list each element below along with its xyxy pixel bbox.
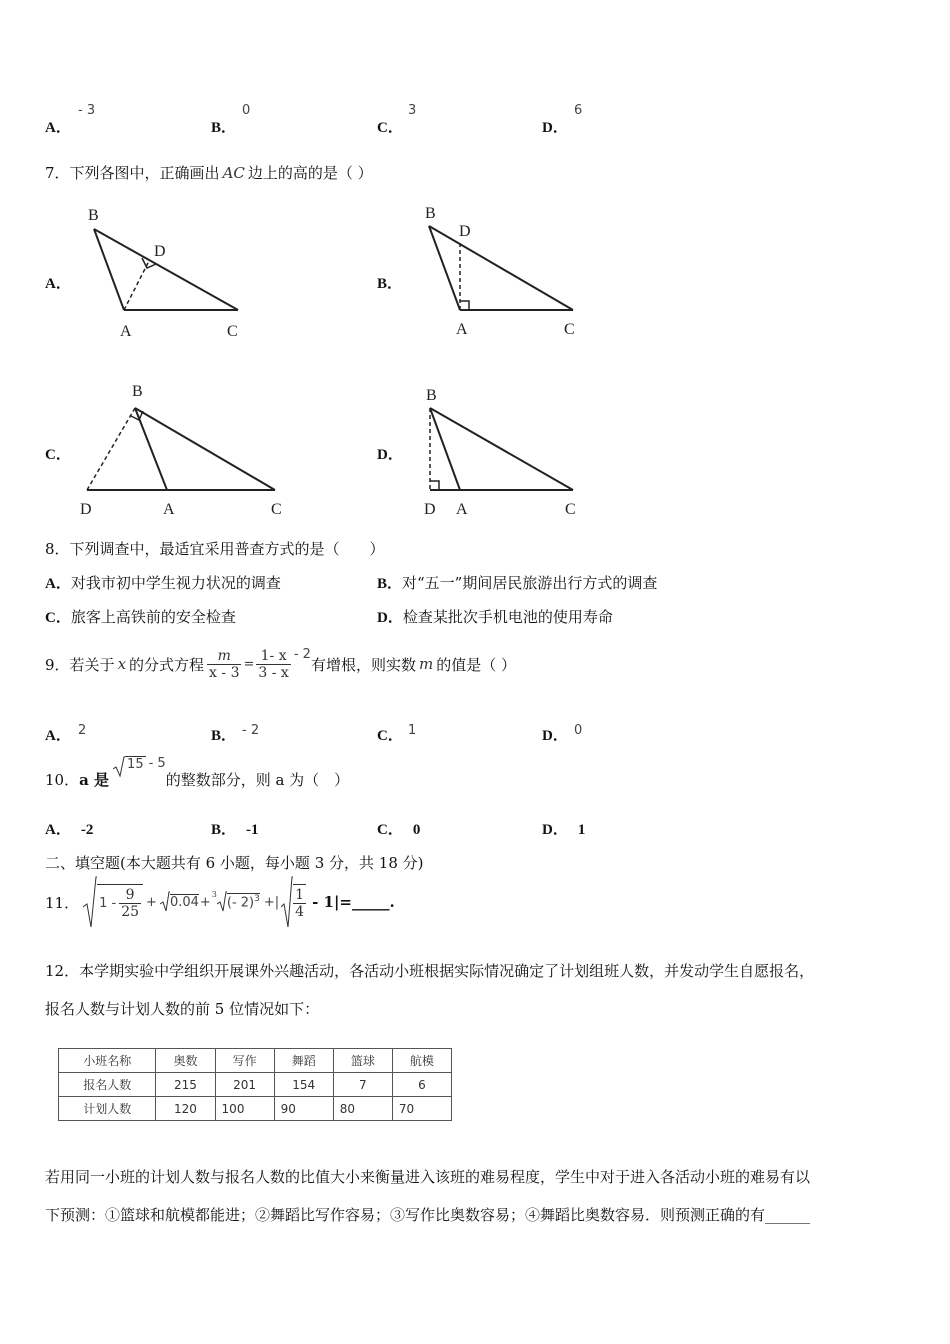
table-cell: 120 — [156, 1097, 215, 1121]
q12-line-4: 下预测：①篮球和航模都能进；②舞蹈比写作容易；③写作比奥数容易；④舞蹈比奥数容易．则预测正确的有______ — [45, 1206, 811, 1224]
q9-option-d-label: D． — [542, 728, 568, 744]
q12-line1-text: 本学期实验中学组织开展课外兴趣活动，各活动小班根据实际情况确定了计划组班人数，并发动学生自愿报名， — [79, 962, 815, 980]
table-cell: 报名人数 — [59, 1073, 156, 1097]
q9-option-a-value: 2 — [78, 723, 87, 738]
q6-option-d-value: 6 — [574, 103, 583, 118]
q11-cube-radicand — [227, 893, 260, 910]
table-cell: 215 — [156, 1073, 215, 1097]
q7-var: AC — [222, 164, 245, 182]
q10-option-b-label: B． — [211, 822, 237, 838]
q10-text2: 的整数部分，则 a 为（ ） — [165, 771, 350, 789]
q9-frac2-num: 1- x — [256, 648, 290, 665]
q9-option-a-label: A． — [45, 728, 71, 744]
q7d-vertex-d: D — [424, 501, 436, 518]
q7b-vertex-d: D — [459, 223, 471, 240]
q10-option-a-label: A． — [45, 822, 71, 838]
q6-option-b-value: 0 — [242, 103, 251, 118]
table-header-row — [59, 1049, 452, 1073]
q12-table — [58, 1048, 452, 1121]
q10-option-d-value: 1 — [577, 822, 586, 838]
table-header-cell: 舞蹈 — [274, 1049, 333, 1073]
table-header-cell: 篮球 — [333, 1049, 392, 1073]
q8-option-a-label: A． — [45, 576, 71, 592]
q7c-vertex-b: B — [132, 383, 143, 400]
table-cell: 90 — [274, 1097, 333, 1121]
q10-question — [45, 756, 350, 790]
q9-number: 9． — [45, 655, 70, 674]
q11-q-den: 4 — [295, 903, 305, 920]
q6-option-a-value: - 3 — [78, 103, 96, 118]
section-2-title: 二、填空题(本大题共有 6 小题，每小题 3 分，共 18 分) — [45, 854, 424, 872]
q6-option-c-value: 3 — [408, 103, 417, 118]
table-cell: 80 — [333, 1097, 392, 1121]
q9-option-c-label: C． — [377, 728, 403, 744]
q11-cube-exp: 3 — [254, 894, 260, 905]
q7b-vertex-b: B — [425, 205, 436, 222]
table-cell: 154 — [274, 1073, 333, 1097]
q6-option-d-label: D． — [542, 120, 568, 136]
q11-sqrt-004: 0.04 — [169, 895, 199, 910]
table-row — [59, 1097, 452, 1121]
q9-text3: 有增根，则实数 — [310, 655, 416, 674]
q12-line-3: 若用同一小班的计划人数与报名人数的比值大小来衡量进入该班的难易程度，学生中对于进入各活动小班的难易有以 — [45, 1168, 811, 1186]
q10-number: 10． — [45, 771, 80, 789]
q7d-vertex-a: A — [456, 501, 468, 518]
q7-question — [45, 162, 373, 183]
q12-line-2: 报名人数与计划人数的前 5 位情况如下： — [45, 1000, 320, 1018]
q8-option-c-text: 旅客上高铁前的安全检查 — [70, 608, 236, 626]
q6-option-b-label: B． — [211, 120, 237, 136]
q7-figure-d — [415, 378, 595, 523]
q11-one: 1 - — [99, 895, 117, 911]
q11-cube-index: 3 — [211, 889, 217, 899]
q10-option-a-value: -2 — [80, 822, 94, 838]
table-header-cell: 航模 — [392, 1049, 451, 1073]
q7a-vertex-b: B — [88, 207, 99, 224]
q9-text1: 若关于 — [69, 655, 115, 674]
q11-number: 11． — [45, 893, 80, 912]
q6-option-c-label: C． — [377, 120, 403, 136]
q8-option-d-label: D． — [377, 610, 403, 626]
q7c-vertex-c: C — [271, 501, 282, 518]
q7-option-c-label: C． — [45, 447, 71, 463]
q10-text1: a 是 — [79, 771, 110, 789]
q7-figure-b — [415, 198, 595, 343]
q7b-vertex-a: A — [456, 321, 468, 338]
q11-radical-1 — [97, 884, 143, 920]
q9-fraction-2 — [256, 648, 290, 681]
q8-number: 8． — [45, 540, 70, 558]
table-header-cell: 写作 — [215, 1049, 274, 1073]
q9-text2: 的分式方程 — [129, 655, 205, 674]
q7-option-d-label: D． — [377, 447, 403, 463]
sqrt-sign-icon — [281, 875, 293, 929]
table-header-cell: 小班名称 — [59, 1049, 156, 1073]
q10-option-c — [377, 818, 420, 839]
table-cell: 6 — [392, 1073, 451, 1097]
q10-option-d-label: D． — [542, 822, 568, 838]
q9-text4: 的值是（ ） — [436, 655, 516, 674]
table-row — [59, 1073, 452, 1097]
cube-root-sign-icon — [217, 891, 227, 913]
table-cell: 100 — [215, 1097, 274, 1121]
q7-figure-a — [80, 200, 260, 345]
q8-option-a-text: 对我市初中学生视力状况的调查 — [70, 574, 281, 592]
q6-option-a-label: A． — [45, 120, 71, 136]
q9-var-m: m — [418, 655, 434, 673]
q11-f-num: 9 — [119, 887, 141, 904]
q9-frac1-num: m — [207, 648, 241, 665]
q11-question — [45, 874, 395, 930]
q9-frac2-den: 3 - x — [258, 664, 289, 681]
table-cell: 70 — [392, 1097, 451, 1121]
sqrt-sign-icon — [160, 891, 170, 913]
q7-option-b-label: B． — [377, 276, 403, 292]
q7-text-after: 边上的高的是（ ） — [247, 164, 373, 182]
q7a-vertex-a: A — [120, 323, 132, 340]
q8-option-d — [377, 606, 613, 627]
q9-option-d-value: 0 — [574, 723, 583, 738]
q8-text: 下列调查中，最适宜采用普查方式的是（ ） — [69, 540, 385, 558]
q8-question — [45, 538, 385, 559]
q10-radical — [113, 756, 166, 778]
table-cell: 201 — [215, 1073, 274, 1097]
q8-option-d-text: 检查某批次手机电池的使用寿命 — [402, 608, 613, 626]
q7d-vertex-b: B — [426, 387, 437, 404]
q7-text-before: 下列各图中，正确画出 — [69, 164, 220, 182]
q8-option-c-label: C． — [45, 610, 71, 626]
sqrt-sign-icon — [83, 875, 97, 929]
q7-option-a-label: A． — [45, 276, 71, 292]
q7a-vertex-c: C — [227, 323, 238, 340]
q9-equals: = — [243, 656, 255, 672]
q9-fraction-1 — [207, 648, 241, 681]
q9-tail: - 2 — [293, 646, 311, 662]
q10-option-c-label: C． — [377, 822, 403, 838]
q11-tail: - 1|=_____. — [312, 893, 395, 911]
q11-plus-3: +| — [263, 894, 280, 910]
q9-option-b-value: - 2 — [242, 723, 260, 738]
q11-cube-base: (- 2) — [226, 895, 255, 911]
q9-option-b-label: B． — [211, 728, 237, 744]
q10-option-c-value: 0 — [412, 822, 421, 838]
q10-option-b — [211, 818, 259, 839]
q10-option-b-value: -1 — [246, 822, 259, 838]
sqrt-sign-icon — [113, 756, 125, 778]
q12-number: 12． — [45, 962, 80, 980]
table-cell: 7 — [333, 1073, 392, 1097]
q8-option-b-label: B． — [377, 576, 403, 592]
q8-option-a — [45, 572, 281, 593]
q7-number: 7． — [45, 164, 70, 182]
q8-option-c — [45, 606, 236, 627]
q7a-vertex-d: D — [154, 243, 166, 260]
q11-plus-2: + — [199, 894, 211, 910]
q9-var-x: x — [117, 655, 127, 673]
q11-fraction-1-4 — [293, 884, 306, 920]
q9-option-c-value: 1 — [408, 723, 417, 738]
q10-option-a — [45, 818, 93, 839]
q10-radicand: 15 — [127, 757, 144, 772]
q9-frac1-den: x - 3 — [209, 664, 240, 681]
q8-option-b-text: 对“五一”期间居民旅游出行方式的调查 — [402, 574, 658, 592]
q12-line-1 — [45, 960, 814, 981]
q11-plus-1: + — [146, 894, 157, 910]
table-cell: 计划人数 — [59, 1097, 156, 1121]
q11-fraction-9-25 — [119, 887, 141, 920]
q7c-vertex-a: A — [163, 501, 175, 518]
q7b-vertex-c: C — [564, 321, 575, 338]
q7-figure-c — [75, 378, 290, 523]
q7c-vertex-d: D — [80, 501, 92, 518]
q11-f-den: 25 — [121, 903, 140, 920]
q8-option-b — [377, 572, 657, 593]
q11-q-num: 1 — [295, 886, 305, 903]
q9-question — [45, 640, 516, 688]
q7d-vertex-c: C — [565, 501, 576, 518]
table-header-cell: 奥数 — [156, 1049, 215, 1073]
q10-option-d — [542, 818, 585, 839]
q10-minus: - 5 — [148, 756, 166, 771]
